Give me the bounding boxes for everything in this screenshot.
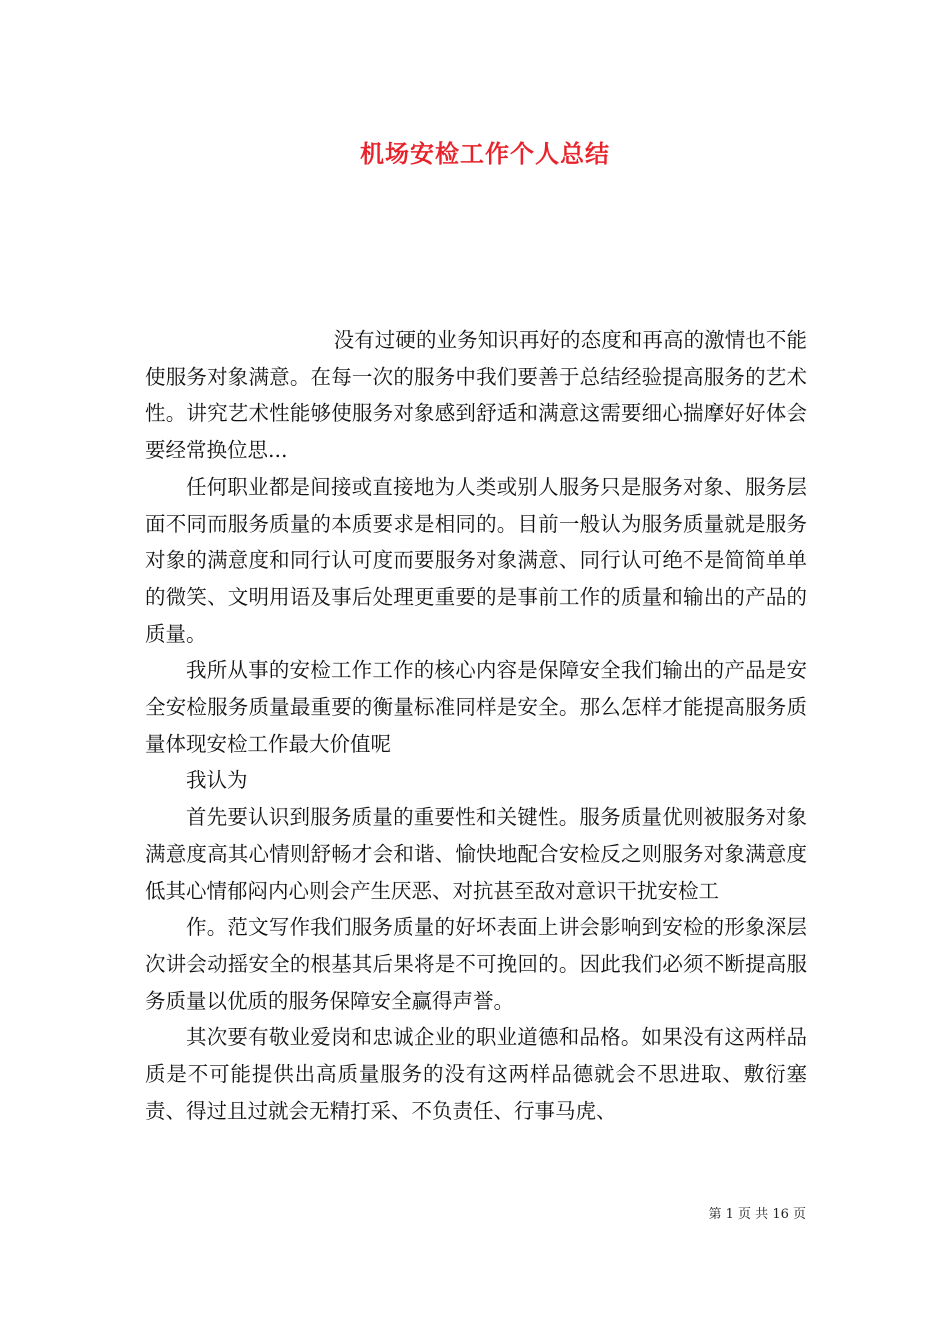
document-title: 机场安检工作个人总结 <box>360 140 610 168</box>
paragraph-1: 没有过硬的业务知识再好的态度和再高的激情也不能使服务对象满意。在每一次的服务中我们要善于总结经验提高服务的艺术性。讲究艺术性能够使服务对象感到舒适和满意这需要细心揣摩好好体会要经常换位思... <box>145 328 807 463</box>
paragraph-7: 其次要有敬业爱岗和忠诚企业的职业道德和品格。如果没有这两样品质是不可能提供出高质量服务的没有这两样品德就会不思进取、敷衍塞责、得过且过就会无精打采、不负责任、行事马虎、 <box>145 1025 807 1123</box>
paragraph-3: 我所从事的安检工作工作的核心内容是保障安全我们输出的产品是安全安检服务质量最重要的衡量标准同样是安全。那么怎样才能提高服务质量体现安检工作最大价值呢 <box>145 658 807 756</box>
paragraph-5: 首先要认识到服务质量的重要性和关键性。服务质量优则被服务对象满意度高其心情则舒畅才会和谐、愉快地配合安检反之则服务对象满意度低其心情郁闷内心则会产生厌恶、对抗甚至敌对意识干扰安检工 <box>145 805 807 903</box>
paragraph-4: 我认为 <box>186 768 248 793</box>
document-body <box>145 322 807 1129</box>
page-number: 第 1 页 共 16 页 <box>708 1207 806 1222</box>
paragraph-6: 作。范文写作我们服务质量的好坏表面上讲会影响到安检的形象深层次讲会动摇安全的根基其后果将是不可挽回的。因此我们必须不断提高服务质量以优质的服务保障安全赢得声誉。 <box>145 915 807 1013</box>
paragraph-2: 任何职业都是间接或直接地为人类或别人服务只是服务对象、服务层面不同而服务质量的本质要求是相同的。目前一般认为服务质量就是服务对象的满意度和同行认可度而要服务对象满意、同行认可绝不是简简单单的微笑、文明用语及事后处理更重要的是事前工作的质量和输出的产品的质量。 <box>145 474 807 646</box>
